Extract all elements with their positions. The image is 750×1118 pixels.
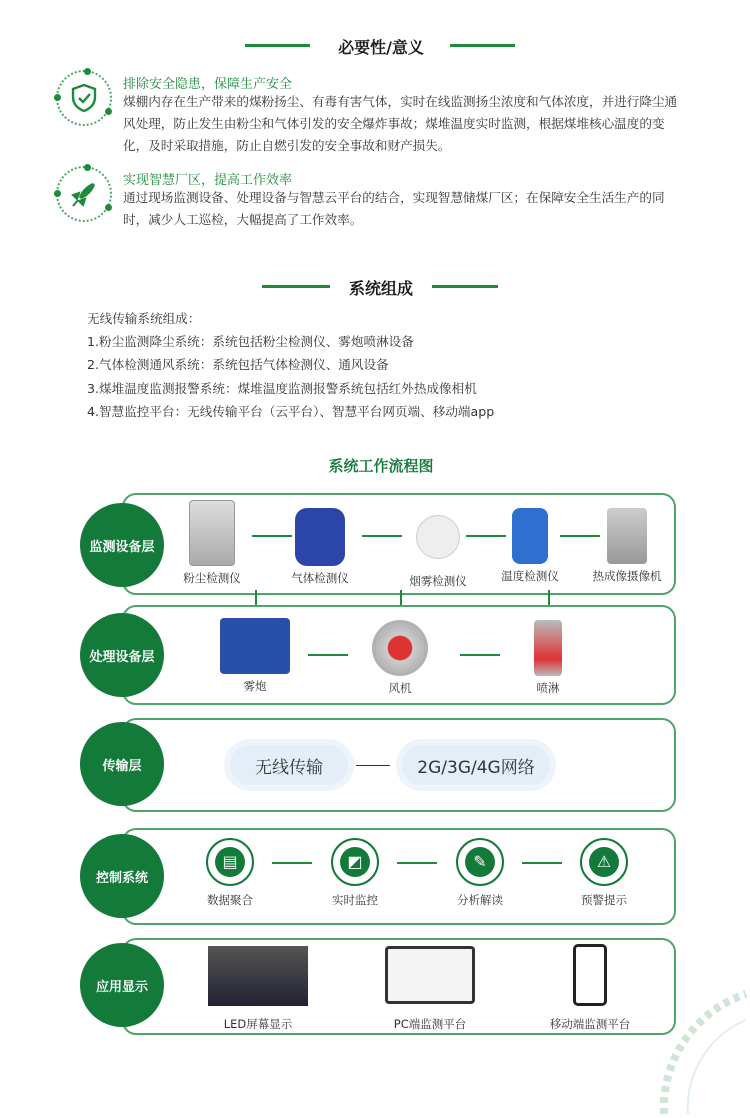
connector bbox=[460, 654, 500, 656]
control-label: 数据聚合 bbox=[207, 893, 253, 907]
device-fog-cannon bbox=[205, 618, 305, 694]
body-line: 风处理，防止发生由粉尘和气体引发的安全爆炸事故；煤堆温度实时监测，根据煤堆核心温度的变 bbox=[123, 116, 665, 131]
control-realtime-monitoring bbox=[305, 838, 405, 908]
layer-label: 传输层 bbox=[80, 722, 164, 806]
device-label: 粉尘检测仪 bbox=[183, 571, 241, 585]
control-data-aggregation bbox=[180, 838, 280, 908]
device-label: 雾炮 bbox=[243, 679, 267, 693]
body-line: 时，减少人工巡检，大幅提高了工作效率。 bbox=[123, 212, 363, 227]
edit-pencil-icon: ✎ bbox=[456, 838, 504, 886]
monitor-chart-icon: ◩ bbox=[331, 838, 379, 886]
device-label: 温度检测仪 bbox=[501, 569, 559, 583]
heading-line-right bbox=[432, 285, 498, 288]
app-label: LED屏幕显示 bbox=[223, 1017, 293, 1031]
benefit-title: 排除安全隐患，保障生产安全 bbox=[123, 77, 293, 92]
device-sprinkler bbox=[498, 620, 598, 696]
layer-label: 控制系统 bbox=[80, 834, 164, 918]
device-thermal-camera bbox=[577, 508, 677, 584]
body-line: 通过现场监测设备、处理设备与智慧云平台的结合，实现智慧储煤厂区；在保障安全生活生产的同 bbox=[123, 190, 665, 205]
control-label: 预警提示 bbox=[581, 893, 627, 907]
body-line: 煤棚内存在生产带来的煤粉扬尘、有毒有害气体，实时在线监测扬尘浓度和气体浓度，并进行降尘通 bbox=[123, 94, 678, 109]
section-heading-composition: 系统组成 bbox=[348, 279, 413, 298]
layer-label: 处理设备层 bbox=[80, 613, 164, 697]
flow-title: 系统工作流程图 bbox=[328, 457, 434, 475]
app-mobile-platform bbox=[530, 944, 650, 1032]
layer-label: 应用显示 bbox=[80, 943, 164, 1027]
benefit-title: 实现智慧厂区，提高工作效率 bbox=[123, 173, 293, 188]
benefit-body bbox=[123, 91, 713, 157]
heading-line-right bbox=[450, 44, 515, 47]
data-aggregation-icon: ▤ bbox=[206, 838, 254, 886]
control-label: 分析解读 bbox=[457, 893, 503, 907]
rocket-icon bbox=[56, 166, 112, 222]
device-smoke-detector bbox=[388, 515, 488, 589]
app-label: 移动端监测平台 bbox=[549, 1017, 631, 1031]
section-heading-necessity: 必要性/意义 bbox=[338, 38, 424, 57]
device-label: 热成像摄像机 bbox=[592, 569, 662, 583]
device-dust-detector bbox=[162, 500, 262, 586]
network-cloud: 2G/3G/4G网络 bbox=[402, 745, 550, 785]
list-item: 4.智慧监控平台：无线传输平台（云平台）、智慧平台网页端、移动端app bbox=[87, 403, 495, 419]
layer-label: 监测设备层 bbox=[80, 503, 164, 587]
list-item: 1.粉尘监测降尘系统：系统包括粉尘检测仪、雾炮喷淋设备 bbox=[87, 334, 414, 350]
alarm-light-icon: ⚠ bbox=[580, 838, 628, 886]
list-item: 无线传输系统组成： bbox=[87, 311, 201, 326]
layer-transmission-box bbox=[122, 718, 676, 812]
shield-check-icon bbox=[56, 70, 112, 126]
device-temperature-detector bbox=[480, 508, 580, 584]
app-pc-platform bbox=[370, 946, 490, 1032]
composition-list bbox=[87, 307, 494, 423]
heading-line-left bbox=[245, 44, 310, 47]
control-label: 实时监控 bbox=[332, 893, 378, 907]
decorative-circle-graphic bbox=[640, 960, 750, 1118]
list-item: 2.气体检测通风系统：系统包括气体检测仪、通风设备 bbox=[87, 357, 389, 373]
device-fan bbox=[350, 620, 450, 696]
control-alarm bbox=[554, 838, 654, 908]
body-line: 化，及时采取措施，防止自燃引发的安全事故和财产损失。 bbox=[123, 138, 451, 153]
device-gas-detector bbox=[270, 508, 370, 586]
control-analysis bbox=[430, 838, 530, 908]
connector bbox=[308, 654, 348, 656]
device-label: 气体检测仪 bbox=[291, 571, 349, 585]
app-label: PC端监测平台 bbox=[393, 1017, 467, 1031]
device-label: 风机 bbox=[388, 681, 412, 695]
wireless-transmission-cloud: 无线传输 bbox=[230, 745, 348, 785]
list-item: 3.煤堆温度监测报警系统：煤堆温度监测报警系统包括红外热成像相机 bbox=[87, 380, 477, 396]
device-label: 喷淋 bbox=[536, 681, 560, 695]
device-label: 烟雾检测仪 bbox=[409, 574, 467, 588]
connector bbox=[356, 765, 390, 766]
benefit-body bbox=[123, 187, 713, 231]
app-led-screen bbox=[198, 946, 318, 1032]
